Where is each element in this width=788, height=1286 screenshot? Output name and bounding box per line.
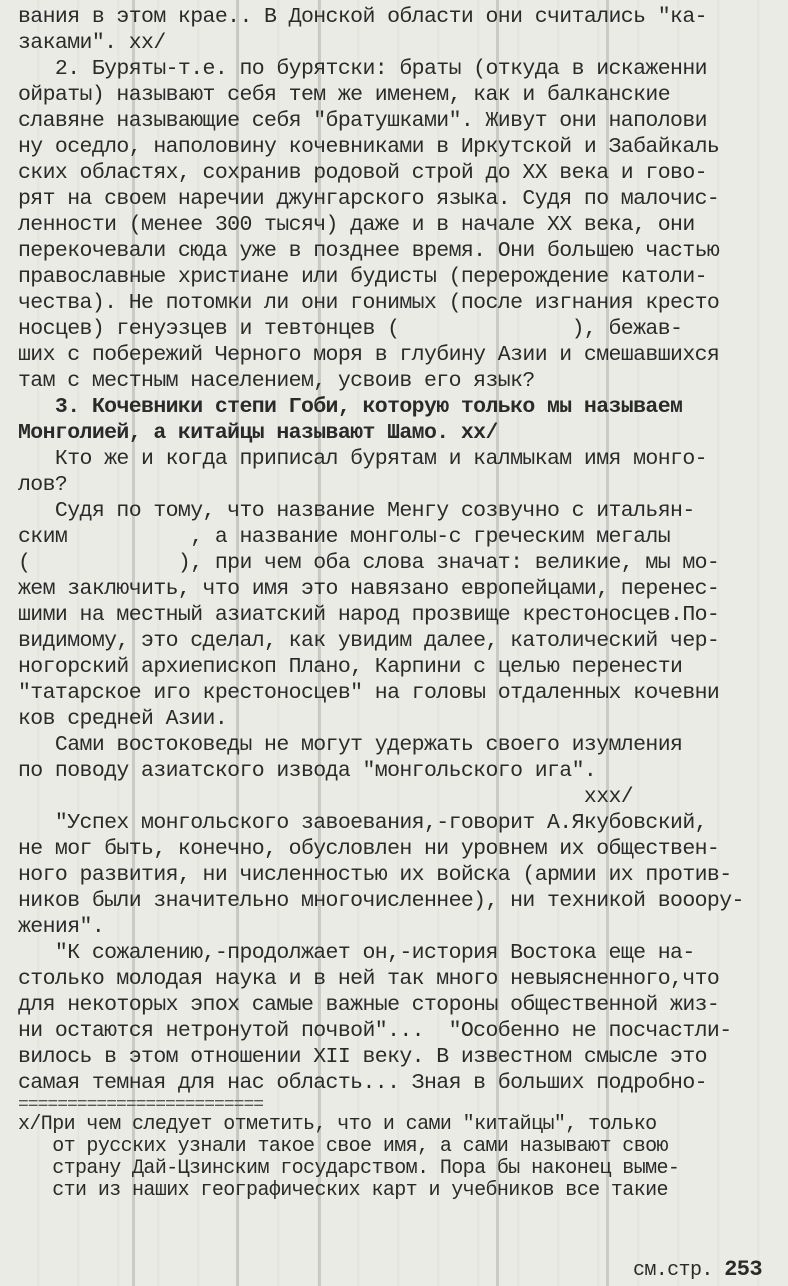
- footnote-line: от русских узнали такое свое имя, а сами называют свою: [18, 1136, 668, 1158]
- text-line: xxx/: [18, 785, 634, 809]
- text-line: лов?: [18, 473, 68, 497]
- page-marker: [633, 1258, 762, 1283]
- text-line: ленности (менее 300 тысяч) даже и в начале XX века, они: [18, 213, 695, 237]
- text-line: ских областях, сохранив родовой строй до XX века и гово-: [18, 161, 707, 185]
- text-line: носцев) генуэзцев и тевтонцев ( ), бежав-: [18, 317, 683, 341]
- footnote-line: x/При чем следует отметить, что и сами "китайцы", только: [18, 1114, 657, 1136]
- text-line: столько молодая наука и в ней так много невыясненного,что: [18, 967, 720, 991]
- text-line: ским , а название монголы-с греческим мегалы: [18, 525, 671, 549]
- text-line: перекочевали сюда уже в позднее время. Они большею частью: [18, 239, 720, 263]
- text-line: православные христиане или будисты (перерождение католи-: [18, 265, 707, 289]
- footnote-line: страну Дай-Цзинским государством. Пора бы наконец выме-: [18, 1158, 680, 1180]
- text-line: 2. Буряты-т.е. по бурятски: браты (откуда в искаженни: [18, 57, 707, 81]
- text-line: для некоторых эпох самые важные стороны общественной жиз-: [18, 993, 720, 1017]
- text-line: ков средней Азии.: [18, 707, 228, 731]
- text-line: не мог быть, конечно, обусловлен ни уровнем их обществен-: [18, 837, 720, 861]
- text-line: жения".: [18, 915, 105, 939]
- text-line: Судя по тому, что название Менгу созвучно с итальян-: [18, 499, 695, 523]
- text-line: "Успех монгольского завоевания,-говорит А.Якубовский,: [18, 811, 707, 835]
- typewritten-text: [18, 4, 780, 1202]
- page-number: 253: [724, 1257, 762, 1282]
- text-line: Кто же и когда приписал бурятам и калмыкам имя монго-: [18, 447, 707, 471]
- text-line: видимому, это сделал, как увидим далее, католический чер-: [18, 629, 720, 653]
- text-line: Монголией, а китайцы называют Шамо. xx/: [18, 421, 498, 445]
- text-line: там с местным населением, усвоив его язык?: [18, 369, 535, 393]
- text-line: славяне называющие себя "братушками". Живут они наполови: [18, 109, 707, 133]
- text-line: вилось в этом отношении XII веку. В известном смысле это: [18, 1045, 707, 1069]
- text-line: ного развития, ни численностью их войска (армии их против-: [18, 863, 732, 887]
- text-line: самая темная для нас область... Зная в больших подробно-: [18, 1071, 707, 1095]
- text-line: заками". xx/: [18, 31, 166, 55]
- text-line: жем заключить, что имя это навязано европейцами, перенес-: [18, 577, 720, 601]
- text-line: ников были значительно многочисленнее), ни техникой вооору-: [18, 889, 744, 913]
- text-line: "татарское иго крестоносцев" на головы отдаленных кочевни: [18, 681, 720, 705]
- text-line: Сами востоковеды не могут удержать своего изумления: [18, 733, 683, 757]
- text-line: ших с побережий Черного моря в глубину Азии и смешавшихся: [18, 343, 720, 367]
- text-line: чества). Не потомки ли они гонимых (после изгнания кресто: [18, 291, 720, 315]
- text-line: ну оседло, наполовину кочевниками в Иркутской и Забайкаль: [18, 135, 720, 159]
- footnote-divider: =========================: [18, 1096, 264, 1114]
- text-line: по поводу азиатского извода "монгольского ига".: [18, 759, 597, 783]
- text-line: ногорский архиепископ Плано, Карпини с целью перенести: [18, 655, 683, 679]
- see-page-label: см.стр.: [632, 1259, 713, 1282]
- text-line: ойраты) называют себя тем же именем, как и балканские: [18, 83, 671, 107]
- footnote-line: сти из наших географических карт и учебников все такие: [18, 1180, 668, 1202]
- footnote: [18, 1114, 780, 1202]
- text-line: 3. Кочевники степи Гоби, которую только мы называем: [18, 395, 683, 419]
- text-line: шими на местный азиатский народ прозвище крестоносцев.По-: [18, 603, 720, 627]
- text-line: рят на своем наречии джунгарского языка. Судя по малочис-: [18, 187, 720, 211]
- text-line: ни остаются нетронутой почвой"... "Особенно не посчастли-: [18, 1019, 732, 1043]
- text-line: вания в этом крае.. В Донской области они считались "ка-: [18, 5, 707, 29]
- text-line: ( ), при чем оба слова значат: великие, мы мо-: [18, 551, 720, 575]
- text-line: "К сожалению,-продолжает он,-история Востока еще на-: [18, 941, 695, 965]
